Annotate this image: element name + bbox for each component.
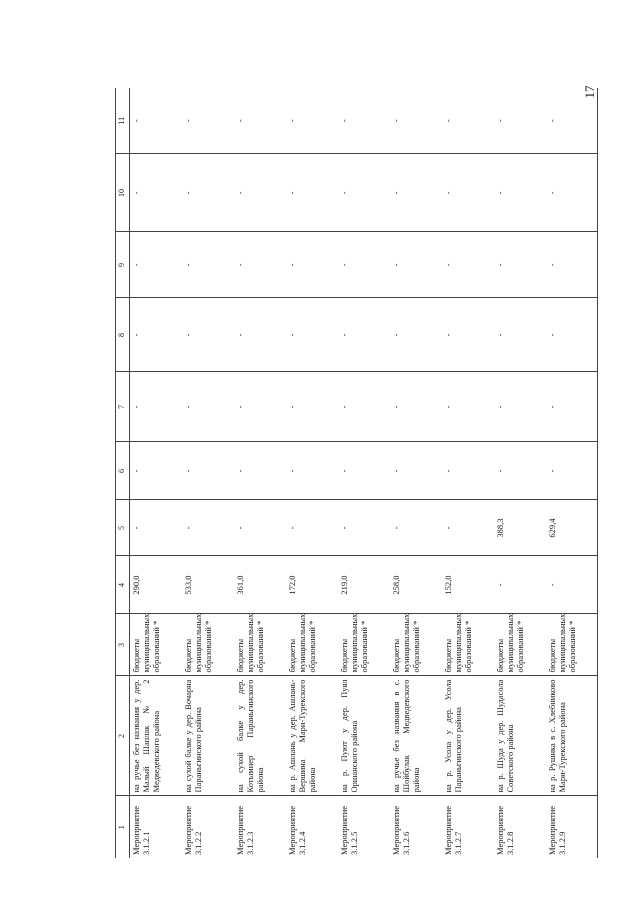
value-col-11: - <box>286 88 338 154</box>
value-col-9: - <box>442 232 494 298</box>
measure-id: Мероприятие 3.1.2.7 <box>442 805 463 855</box>
value-col-4: 219,0 <box>338 556 390 614</box>
value-col-8: - <box>494 298 546 372</box>
value-col-5: - <box>390 500 442 556</box>
value-col-9: - <box>494 232 546 298</box>
value-col-5: - <box>234 500 286 556</box>
page-number: 17 <box>582 85 597 99</box>
value-col-4: 152,0 <box>442 556 494 614</box>
value-col-11: - <box>338 88 390 154</box>
value-col-5: - <box>338 500 390 556</box>
value-col-7: - <box>234 372 286 442</box>
value-col-11: - <box>494 88 546 154</box>
column-header: 11 <box>116 88 130 154</box>
value-col-4: - <box>494 556 546 614</box>
funding-source: бюджеты муниципальных образований * <box>130 614 182 676</box>
column-header: 6 <box>116 442 130 500</box>
value-col-6: - <box>130 442 182 500</box>
table-row <box>182 88 234 858</box>
funding-source: бюджеты муниципальных образований * <box>442 614 494 676</box>
funding-source: бюджеты муниципальных образований * <box>286 614 338 676</box>
value-col-4: 172,0 <box>286 556 338 614</box>
value-col-6: - <box>546 442 598 500</box>
measures-table <box>115 88 598 858</box>
column-header: 4 <box>116 556 130 614</box>
value-col-10: - <box>338 154 390 232</box>
value-col-9: - <box>286 232 338 298</box>
value-col-7: - <box>130 372 182 442</box>
value-col-8: - <box>130 298 182 372</box>
measure-id: Мероприятие 3.1.2.8 <box>494 805 515 855</box>
measure-id: Мероприятие 3.1.2.1 <box>131 805 152 855</box>
value-col-8: - <box>234 298 286 372</box>
value-col-5: 388,3 <box>494 500 546 556</box>
table-row <box>234 88 286 858</box>
table-row <box>286 88 338 858</box>
value-col-4: 258,0 <box>390 556 442 614</box>
table-row <box>442 88 494 858</box>
measure-location: на р. Ашлань у дер. Ашлань-Вершина Мари-Турекского района <box>286 676 338 796</box>
value-col-6: - <box>234 442 286 500</box>
funding-source: бюджеты муниципальных образований * <box>182 614 234 676</box>
value-col-5: - <box>442 500 494 556</box>
value-col-10: - <box>286 154 338 232</box>
measure-location: на ручье без названия у дер. Малый Шаплак № 2 Медведевского района <box>130 676 182 796</box>
measure-id: Мероприятие 3.1.2.4 <box>286 805 307 855</box>
value-col-8: - <box>546 298 598 372</box>
measure-location: на р. Пуют у дер. Пуял Оршанского района <box>338 676 390 796</box>
funding-source: бюджеты муниципальных образований * <box>546 614 598 676</box>
funding-source: бюджеты муниципальных образований * <box>494 614 546 676</box>
value-col-11: - <box>442 88 494 154</box>
value-col-10: - <box>130 154 182 232</box>
column-header: 8 <box>116 298 130 372</box>
value-col-8: - <box>442 298 494 372</box>
funding-source: бюджеты муниципальных образований * <box>234 614 286 676</box>
table-row <box>546 88 598 858</box>
measure-id: Мероприятие 3.1.2.2 <box>182 805 203 855</box>
value-col-6: - <box>442 442 494 500</box>
value-col-6: - <box>182 442 234 500</box>
value-col-11: - <box>390 88 442 154</box>
measure-id: Мероприятие 3.1.2.5 <box>338 805 359 855</box>
value-col-6: - <box>494 442 546 500</box>
value-col-4: 361,0 <box>234 556 286 614</box>
table-row <box>130 88 182 858</box>
measure-id: Мероприятие 3.1.2.3 <box>234 805 255 855</box>
value-col-6: - <box>286 442 338 500</box>
value-col-9: - <box>546 232 598 298</box>
value-col-11: - <box>234 88 286 154</box>
value-col-8: - <box>182 298 234 372</box>
value-col-5: - <box>286 500 338 556</box>
value-col-7: - <box>494 372 546 442</box>
measure-location: на р. Усола у дер. Усола Параньгинского района <box>442 676 494 796</box>
column-header: 3 <box>116 614 130 676</box>
value-col-7: - <box>286 372 338 442</box>
measure-location: на р. Шуда у дер. Шудасола Советского района <box>494 676 546 796</box>
value-col-9: - <box>338 232 390 298</box>
measure-id: Мероприятие 3.1.2.9 <box>546 796 598 858</box>
measure-location: на р. Рушнка в с. Хлебниково Мари-Турекского района <box>546 676 598 796</box>
measure-location: на сухой балке у дер. Вочарна Параньгинского района <box>182 676 234 796</box>
measure-location: на ручье без названия в с. Шойбулак Медведевского района <box>390 676 442 796</box>
rotated-page-content <box>115 88 605 858</box>
value-col-10: - <box>182 154 234 232</box>
funding-source: бюджеты муниципальных образований * <box>390 614 442 676</box>
value-col-8: - <box>338 298 390 372</box>
value-col-10: - <box>390 154 442 232</box>
value-col-10: - <box>494 154 546 232</box>
value-col-7: - <box>442 372 494 442</box>
value-col-9: - <box>234 232 286 298</box>
value-col-8: - <box>390 298 442 372</box>
value-col-10: - <box>546 154 598 232</box>
value-col-10: - <box>442 154 494 232</box>
value-col-10: - <box>234 154 286 232</box>
value-col-9: - <box>130 232 182 298</box>
value-col-5: - <box>130 500 182 556</box>
value-col-11: - <box>182 88 234 154</box>
value-col-6: - <box>390 442 442 500</box>
table-row <box>390 88 442 858</box>
value-col-4: 290,0 <box>130 556 182 614</box>
measure-id: Мероприятие 3.1.2.6 <box>390 805 411 855</box>
column-header: 1 <box>116 796 130 858</box>
column-header: 10 <box>116 154 130 232</box>
funding-source: бюджеты муниципальных образований * <box>338 614 390 676</box>
table-row <box>494 88 546 858</box>
column-number-row <box>116 88 130 858</box>
value-col-7: - <box>338 372 390 442</box>
value-col-7: - <box>182 372 234 442</box>
value-col-8: - <box>286 298 338 372</box>
value-col-9: - <box>182 232 234 298</box>
value-col-7: - <box>546 372 598 442</box>
value-col-5: 629,4 <box>546 500 598 556</box>
value-col-9: - <box>390 232 442 298</box>
measure-location: на сухой балке у дер. Котымнер Параньгинского района <box>234 676 286 796</box>
value-col-4: 533,0 <box>182 556 234 614</box>
value-col-4: - <box>546 556 598 614</box>
value-col-5: - <box>182 500 234 556</box>
column-header: 7 <box>116 372 130 442</box>
table-row <box>338 88 390 858</box>
value-col-6: - <box>338 442 390 500</box>
column-header: 9 <box>116 232 130 298</box>
value-col-11: - <box>546 88 598 154</box>
column-header: 2 <box>116 676 130 796</box>
value-col-11: - <box>130 88 182 154</box>
value-col-7: - <box>390 372 442 442</box>
column-header: 5 <box>116 500 130 556</box>
